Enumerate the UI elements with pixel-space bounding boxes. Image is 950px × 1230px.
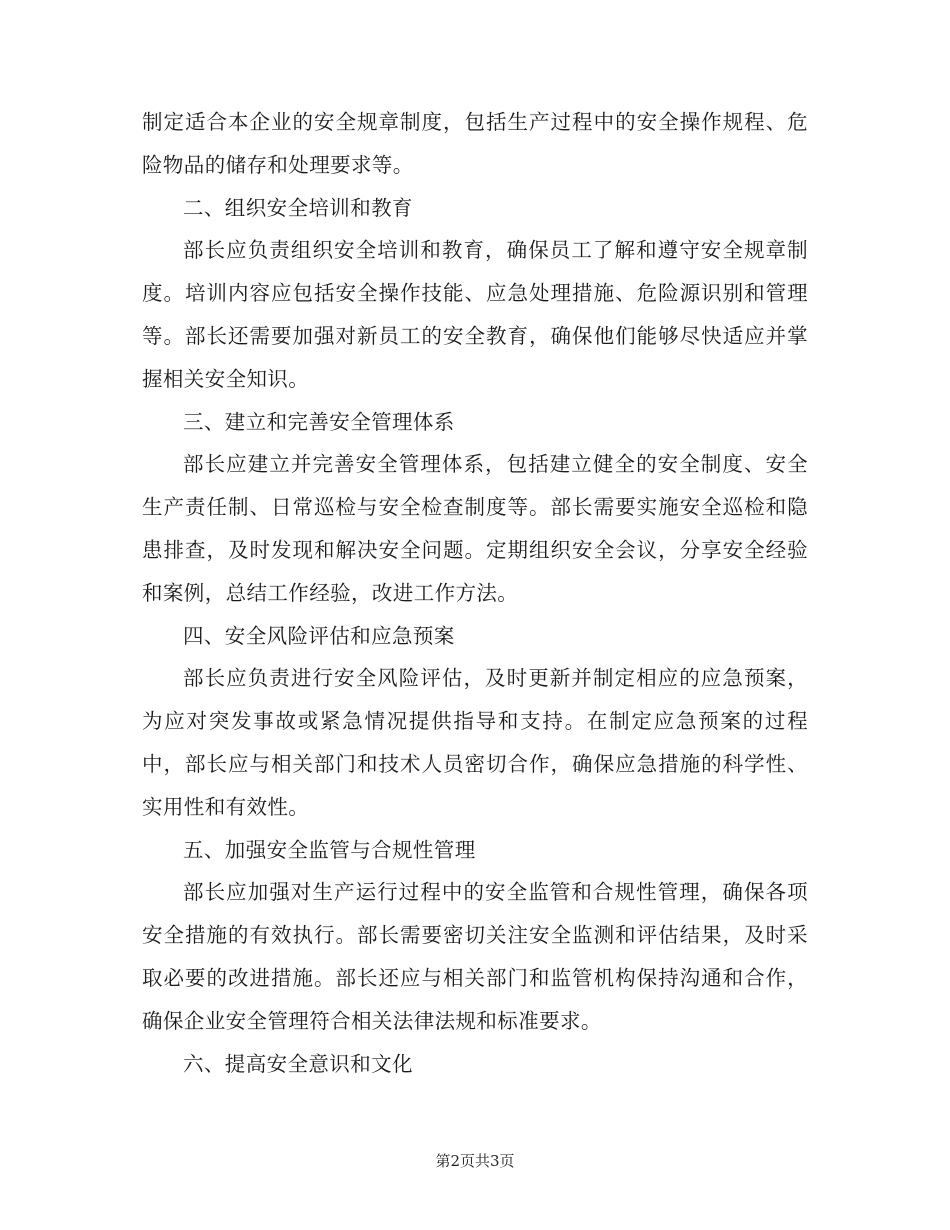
paragraph-continuation: 制定适合本企业的安全规章制度，包括生产过程中的安全操作规程、危险物品的储存和处理要求等。 <box>142 110 808 177</box>
paragraph-management-system: 部长应建立并完善安全管理体系，包括建立健全的安全制度、安全生产责任制、日常巡检与安全检查制度等。部长需要实施安全巡检和隐患排查，及时发现和解决安全问题。定期组织安全会议，分享安全经验和案例，总结工作经验，改进工作方法。 <box>142 452 808 605</box>
paragraph-risk-assessment: 部长应负责进行安全风险评估，及时更新并制定相应的应急预案，为应对突发事故或紧急情况提供指导和支持。在制定应急预案的过程中，部长应与相关部门和技术人员密切合作，确保应急措施的科学性、实用性和有效性。 <box>142 666 808 819</box>
page-number: 第2页共3页 <box>435 1152 515 1170</box>
section-heading-training: 二、组织安全培训和教育 <box>183 195 413 220</box>
paragraph-supervision: 部长应加强对生产运行过程中的安全监管和合规性管理，确保各项安全措施的有效执行。部长需要密切关注安全监测和评估结果，及时采取必要的改进措施。部长还应与相关部门和监管机构保持沟通和合作，确保企业安全管理符合相关法律法规和标准要求。 <box>142 880 808 1033</box>
paragraph-training: 部长应负责组织安全培训和教育，确保员工了解和遵守安全规章制度。培训内容应包括安全操作技能、应急处理措施、危险源识别和管理等。部长还需要加强对新员工的安全教育，确保他们能够尽快适应并掌握相关安全知识。 <box>142 238 808 391</box>
section-heading-management-system: 三、建立和完善安全管理体系 <box>183 409 455 434</box>
section-heading-supervision: 五、加强安全监管与合规性管理 <box>183 837 476 862</box>
section-heading-risk-assessment: 四、安全风险评估和应急预案 <box>183 623 455 648</box>
section-heading-safety-culture: 六、提高安全意识和文化 <box>183 1051 413 1076</box>
document-page <box>142 101 808 1085</box>
